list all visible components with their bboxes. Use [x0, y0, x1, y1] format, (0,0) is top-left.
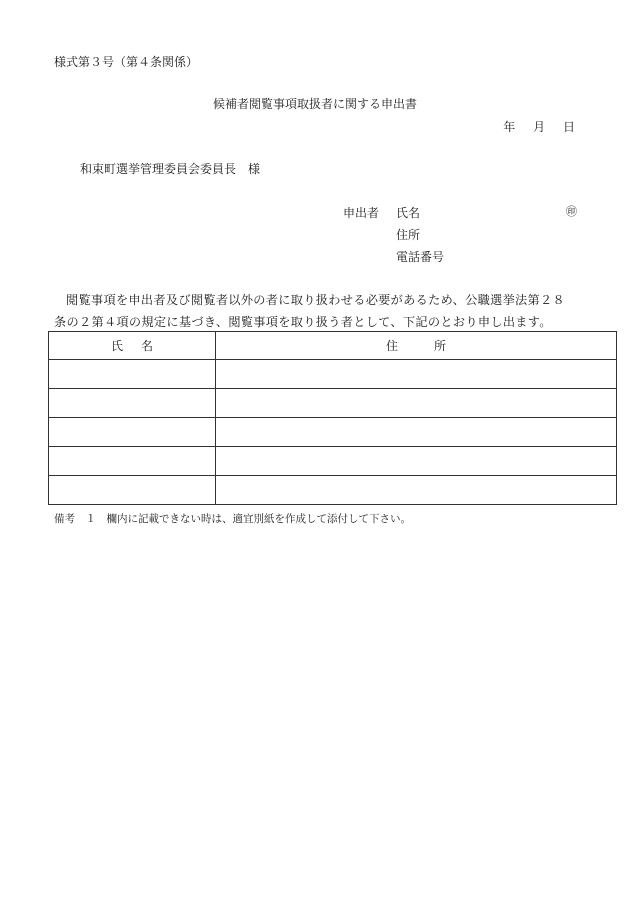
applicant-phone-label: 電話番号 [396, 250, 445, 264]
name-cell[interactable] [49, 476, 216, 505]
address-cell[interactable] [216, 418, 617, 447]
name-cell[interactable] [49, 389, 216, 418]
remarks-note: 備考 １ 欄内に記載できない時は、適宜別紙を作成して添付して下さい。 [54, 513, 411, 525]
document-title: 候補者閲覧事項取扱者に関する申出書 [212, 97, 417, 111]
date-month-label: 月 [533, 120, 546, 134]
date-line [489, 120, 575, 134]
address-cell[interactable] [216, 476, 617, 505]
addressee: 和束町選挙管理委員会委員長 様 [80, 162, 261, 176]
form-number: 様式第３号（第４条関係） [54, 55, 199, 69]
table-header-row [49, 332, 617, 360]
date-year-label: 年 [503, 120, 516, 134]
name-cell[interactable] [49, 360, 216, 389]
header-name [49, 332, 216, 360]
table-row [49, 476, 617, 505]
date-day-label: 日 [562, 120, 575, 134]
table-row [49, 418, 617, 447]
header-name-text: 氏名 [110, 339, 171, 353]
seal-mark: ㊞ [566, 205, 577, 218]
applicant-label: 申出者 [343, 206, 380, 220]
handlers-table [48, 331, 617, 505]
header-address [216, 332, 617, 360]
address-cell[interactable] [216, 360, 617, 389]
table-row [49, 447, 617, 476]
applicant-address-label: 住所 [396, 228, 421, 242]
address-cell[interactable] [216, 389, 617, 418]
header-address-text: 住所 [385, 339, 482, 353]
body-paragraph: 閲覧事項を申出者及び閲覧者以外の者に取り扱わせる必要があるため、公職選挙法第２８条の２第４項の規定に基づき、閲覧事項を取り扱う者として、下記のとおり申し出ます。 [54, 293, 566, 329]
applicant-name-label: 氏名 [396, 206, 421, 220]
table-row [49, 389, 617, 418]
table-row [49, 360, 617, 389]
name-cell[interactable] [49, 418, 216, 447]
address-cell[interactable] [216, 447, 617, 476]
name-cell[interactable] [49, 447, 216, 476]
